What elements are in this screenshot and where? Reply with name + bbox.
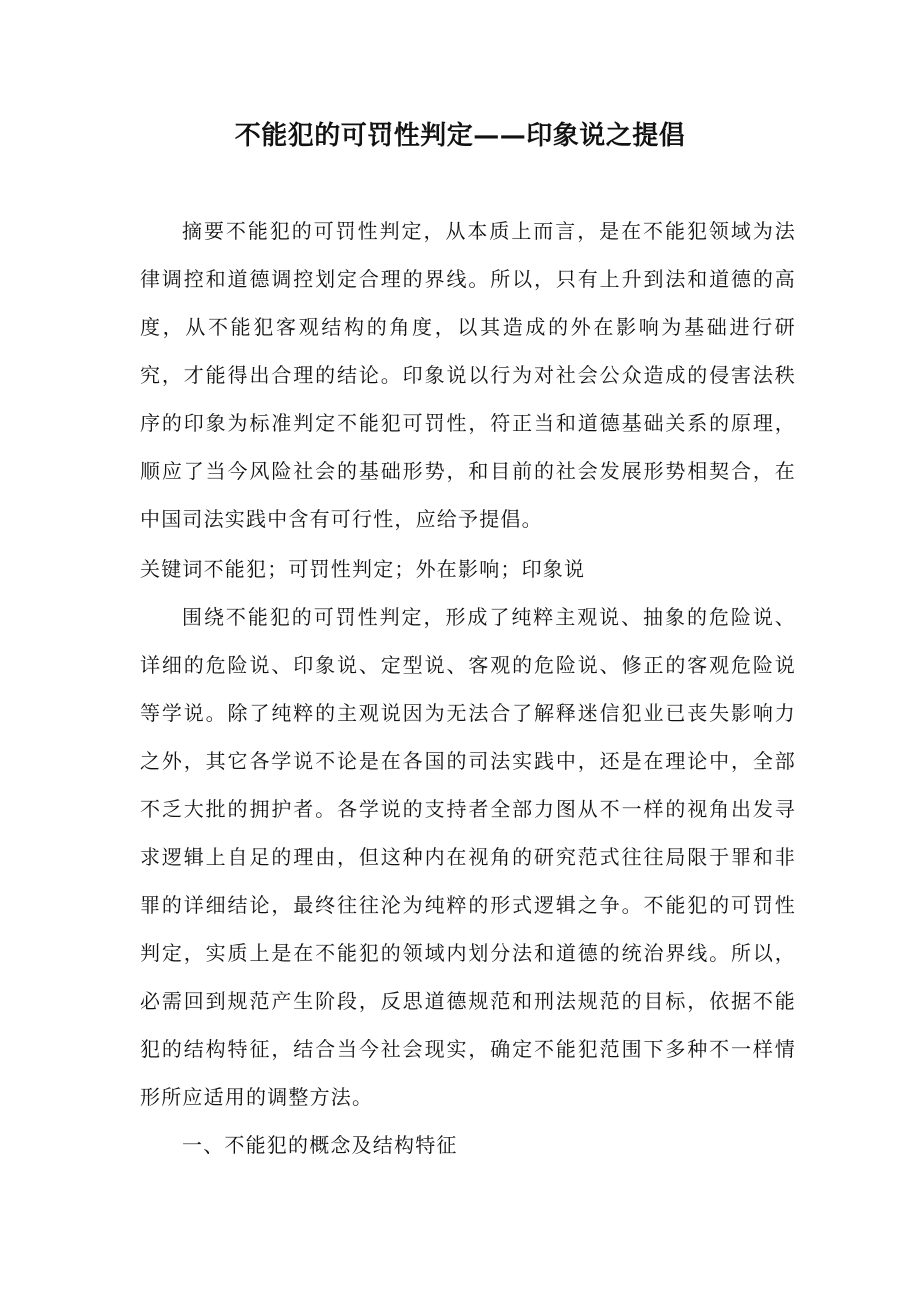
- document-title: 不能犯的可罚性判定——印象说之提倡: [234, 121, 686, 151]
- body-paragraph: 围绕不能犯的可罚性判定，形成了纯粹主观说、抽象的危险说、详细的危险说、印象说、定型说、客观的危险说、修正的客观危险说等学说。除了纯粹的主观说因为无法合了解释迷信犯业已丧失影响力之外，其它各学说不论是在各国的司法实践中，还是在理论中，全部不乏大批的拥护者。各学说的支持者全部力图从不一样的视角出发寻求逻辑上自足的理由，但这种内在视角的研究范式往往局限于罪和非罪的详细结论，最终往往沦为纯粹的形式逻辑之争。不能犯的可罚性判定，实质上是在不能犯的领域内划分法和道德的统治界线。所以，必需回到规范产生阶段，反思道德规范和刑法规范的目标，依据不能犯的结构特征，结合当今社会现实，确定不能犯范围下多种不一样情形所应适用的调整方法。: [140, 605, 796, 1109]
- section-heading: 一、不能犯的概念及结构特征: [182, 1133, 458, 1157]
- keywords-line: 关键词不能犯；可罚性判定；外在影响；印象说: [140, 557, 586, 581]
- abstract-paragraph: 摘要不能犯的可罚性判定，从本质上而言，是在不能犯领域为法律调控和道德调控划定合理的界线。所以，只有上升到法和道德的高度，从不能犯客观结构的角度，以其造成的外在影响为基础进行研究，才能得出合理的结论。印象说以行为对社会公众造成的侵害法秩序的印象为标准判定不能犯可罚性，符正当和道德基础关系的原理，顺应了当今风险社会的基础形势，和目前的社会发展形势相契合，在中国司法实践中含有可行性，应给予提倡。: [140, 219, 796, 531]
